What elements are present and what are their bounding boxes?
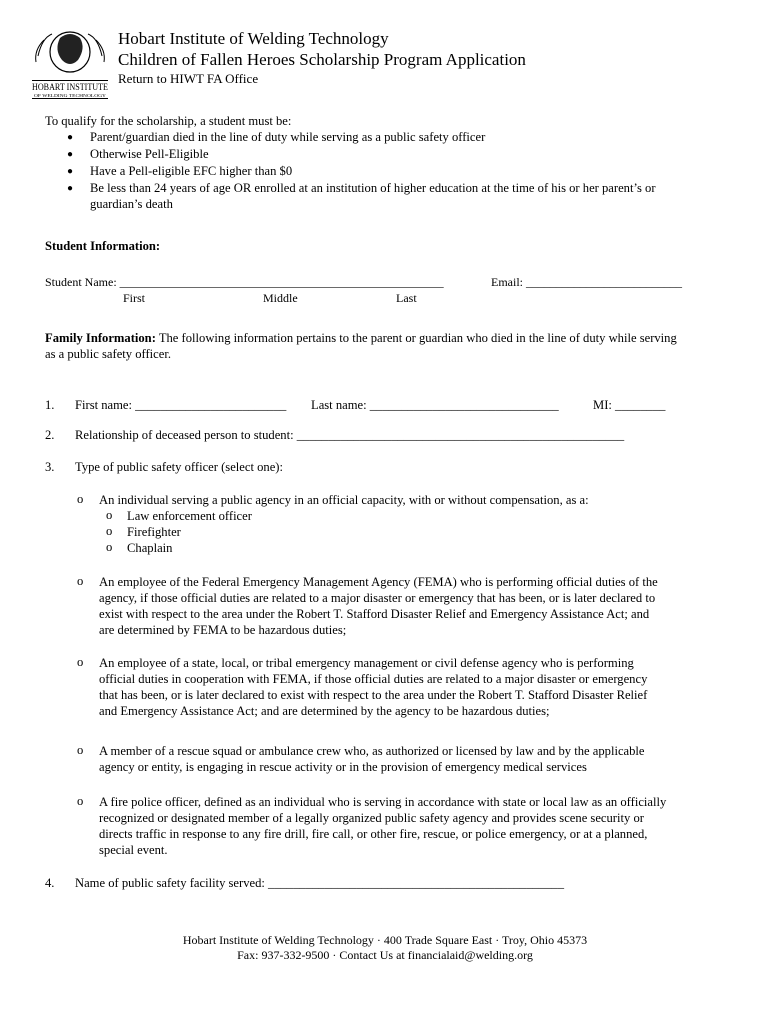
option-text-line: An employee of a state, local, or tribal emergency management or civil defense agency who is performing bbox=[99, 656, 634, 670]
program-title: Children of Fallen Heroes Scholarship Program Application bbox=[118, 50, 526, 69]
student-name-field[interactable]: Student Name: ______________________________________________________ bbox=[45, 275, 444, 289]
qualify-intro: To qualify for the scholarship, a student must be: bbox=[45, 114, 292, 128]
svg-text:OF WELDING TECHNOLOGY: OF WELDING TECHNOLOGY bbox=[34, 93, 107, 98]
sub-option-circle-icon[interactable]: o bbox=[106, 524, 113, 538]
sub-option-circle-icon[interactable]: o bbox=[106, 540, 113, 554]
option-text-line: special event. bbox=[99, 843, 168, 857]
option-text-line: directs traffic in response to any fire drill, fire call, or other fire, rescue, or police emergency, or at a planned, bbox=[99, 827, 648, 841]
middle-name-caption: Middle bbox=[263, 291, 298, 305]
option-circle-icon[interactable]: o bbox=[77, 794, 84, 808]
return-to-text: Return to HIWT FA Office bbox=[118, 71, 259, 86]
option-text-line: An employee of the Federal Emergency Management Agency (FEMA) who is performing official duties of the bbox=[99, 575, 658, 589]
q3-number: 3. bbox=[45, 460, 55, 474]
option-circle-icon[interactable]: o bbox=[77, 492, 84, 506]
hobart-logo bbox=[30, 26, 110, 100]
institute-title: Hobart Institute of Welding Technology bbox=[118, 29, 389, 48]
option-circle-icon[interactable]: o bbox=[77, 655, 84, 669]
option-text-line: exist with respect to the area under the Robert T. Stafford Disaster Relief and Emergency Assistance Act; and bbox=[99, 607, 650, 621]
sub-option-firefighter[interactable]: Firefighter bbox=[127, 525, 181, 539]
last-name-caption: Last bbox=[396, 291, 417, 305]
sub-option-law-enforcement[interactable]: Law enforcement officer bbox=[127, 509, 252, 523]
bullet-icon: ● bbox=[67, 166, 74, 177]
option-circle-icon[interactable]: o bbox=[77, 574, 84, 588]
parent-first-name-field[interactable]: First name: ________________________ bbox=[75, 398, 287, 412]
qualify-item: Otherwise Pell-Eligible bbox=[90, 147, 209, 161]
qualify-item-cont: guardian’s death bbox=[90, 197, 173, 211]
option-text-line: recognized or designated member of a legally organized public safety agency and provides scene security or bbox=[99, 811, 644, 825]
family-info-line1 bbox=[45, 330, 677, 347]
qualify-item: Parent/guardian died in the line of duty while serving as a public safety officer bbox=[90, 130, 486, 144]
option-text-line: and Emergency Assistance Act; and are determined by the agency to be hazardous duties; bbox=[99, 704, 550, 718]
qualify-item: Be less than 24 years of age OR enrolled at an institution of higher education at the time of his or her parent’s or bbox=[90, 181, 656, 195]
bullet-icon: ● bbox=[67, 149, 74, 160]
student-info-heading: Student Information: bbox=[45, 239, 161, 253]
option-text-line: are determined by FEMA to be hazardous duties; bbox=[99, 623, 347, 637]
option-text-line: agency or entity, is engaging in rescue activity or in the provision of emergency medical services bbox=[99, 760, 587, 774]
hobart-emblem-icon bbox=[30, 26, 110, 100]
qualify-item: Have a Pell-eligible EFC higher than $0 bbox=[90, 164, 293, 178]
first-name-caption: First bbox=[123, 291, 146, 305]
footer-contact: Fax: 937-332-9500 · Contact Us at financialaid@welding.org bbox=[237, 948, 533, 962]
family-info-description: The following information pertains to the parent or guardian who died in the line of duty while serving bbox=[158, 331, 677, 345]
svg-text:HOBART INSTITUTE: HOBART INSTITUTE bbox=[32, 82, 109, 92]
q1-number: 1. bbox=[45, 398, 55, 412]
q2-number: 2. bbox=[45, 428, 55, 442]
relationship-field[interactable]: Relationship of deceased person to student: ____________________________________________________ bbox=[75, 428, 625, 442]
option-text: An individual serving a public agency in an official capacity, with or without compensation, as a: bbox=[99, 493, 589, 507]
officer-type-prompt: Type of public safety officer (select one): bbox=[75, 460, 283, 474]
bullet-icon: ● bbox=[67, 183, 74, 194]
option-text-line: A fire police officer, defined as an individual who is serving in accordance with state or local law as an officially bbox=[99, 795, 667, 809]
sub-option-chaplain[interactable]: Chaplain bbox=[127, 541, 173, 555]
bullet-icon: ● bbox=[67, 132, 74, 143]
family-info-line2: as a public safety officer. bbox=[45, 347, 172, 361]
student-email-field[interactable]: Email: __________________________ bbox=[491, 275, 682, 289]
option-text-line: agency, if those official duties are related to a major disaster or emergency that has been, or is later declared to bbox=[99, 591, 656, 605]
parent-mi-field[interactable]: MI: ________ bbox=[593, 398, 666, 412]
footer-address: Hobart Institute of Welding Technology · 400 Trade Square East · Troy, Ohio 45373 bbox=[182, 933, 588, 947]
option-text-line: that has been, or is later declared to exist with respect to the area under the Robert T. Stafford Disaster Relief bbox=[99, 688, 648, 702]
q4-number: 4. bbox=[45, 876, 55, 890]
option-circle-icon[interactable]: o bbox=[77, 743, 84, 757]
family-info-heading: Family Information: bbox=[45, 331, 156, 345]
sub-option-circle-icon[interactable]: o bbox=[106, 508, 113, 522]
option-text-line: official duties in cooperation with FEMA, if those official duties are related to a major disaster or emergency bbox=[99, 672, 648, 686]
option-text-line: A member of a rescue squad or ambulance crew who, as authorized or licensed by law and by the applicable bbox=[99, 744, 645, 758]
facility-name-field[interactable]: Name of public safety facility served: _______________________________________________ bbox=[75, 876, 564, 890]
parent-last-name-field[interactable]: Last name: ______________________________ bbox=[311, 398, 559, 412]
